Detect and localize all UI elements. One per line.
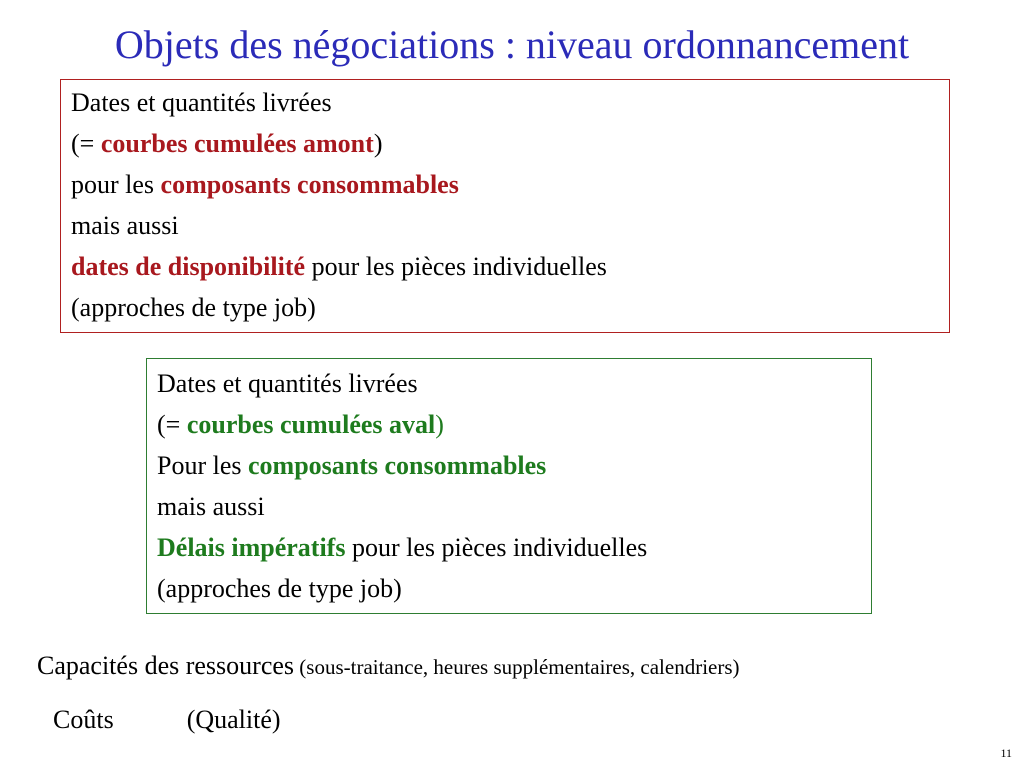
downstream-negotiation-box xyxy=(146,358,872,614)
costs-line xyxy=(53,702,281,738)
upstream-line-but-also: mais aussi xyxy=(71,211,179,240)
upstream-line-components xyxy=(71,164,939,205)
capacities-detail: (sous-traitance, heures supplémentaires, calendriers) xyxy=(294,655,740,679)
downstream-curves-suffix: ) xyxy=(435,410,444,439)
upstream-negotiation-box xyxy=(60,79,950,333)
upstream-availability-highlight: dates de disponibilité xyxy=(71,252,306,281)
downstream-line-dates: Dates et quantités livrées xyxy=(157,369,418,398)
downstream-deadlines-highlight: Délais impératifs xyxy=(157,533,346,562)
downstream-deadlines-suffix: pour les pièces individuelles xyxy=(345,533,648,562)
quality-label: (Qualité) xyxy=(186,705,281,734)
upstream-curves-prefix: (= xyxy=(71,129,101,158)
downstream-line-approaches: (approches de type job) xyxy=(157,574,402,603)
upstream-line-availability xyxy=(71,246,939,287)
downstream-curves-highlight: courbes cumulées aval xyxy=(186,410,436,439)
upstream-line-curves xyxy=(71,123,939,164)
upstream-components-prefix: pour les xyxy=(71,170,161,199)
upstream-availability-suffix: pour les pièces individuelles xyxy=(305,252,607,281)
downstream-line-deadlines xyxy=(157,527,861,568)
upstream-curves-suffix: ) xyxy=(373,129,383,158)
upstream-curves-highlight: courbes cumulées amont xyxy=(100,129,374,158)
downstream-curves-prefix: (= xyxy=(157,410,187,439)
upstream-line-dates: Dates et quantités livrées xyxy=(71,88,332,117)
costs-label: Coûts xyxy=(53,705,114,734)
downstream-line-but-also: mais aussi xyxy=(157,492,265,521)
downstream-components-highlight: composants consommables xyxy=(248,451,547,480)
resource-capacities-line xyxy=(37,648,740,685)
page-number: 11 xyxy=(1000,746,1012,760)
capacities-label: Capacités des ressources xyxy=(37,651,295,680)
downstream-line-curves xyxy=(157,404,861,445)
downstream-components-prefix: Pour les xyxy=(157,451,248,480)
upstream-line-approaches: (approches de type job) xyxy=(71,293,316,322)
upstream-components-highlight: composants consommables xyxy=(160,170,459,199)
downstream-line-components xyxy=(157,445,861,486)
slide-title: Objets des négociations : niveau ordonnancement xyxy=(114,22,910,67)
